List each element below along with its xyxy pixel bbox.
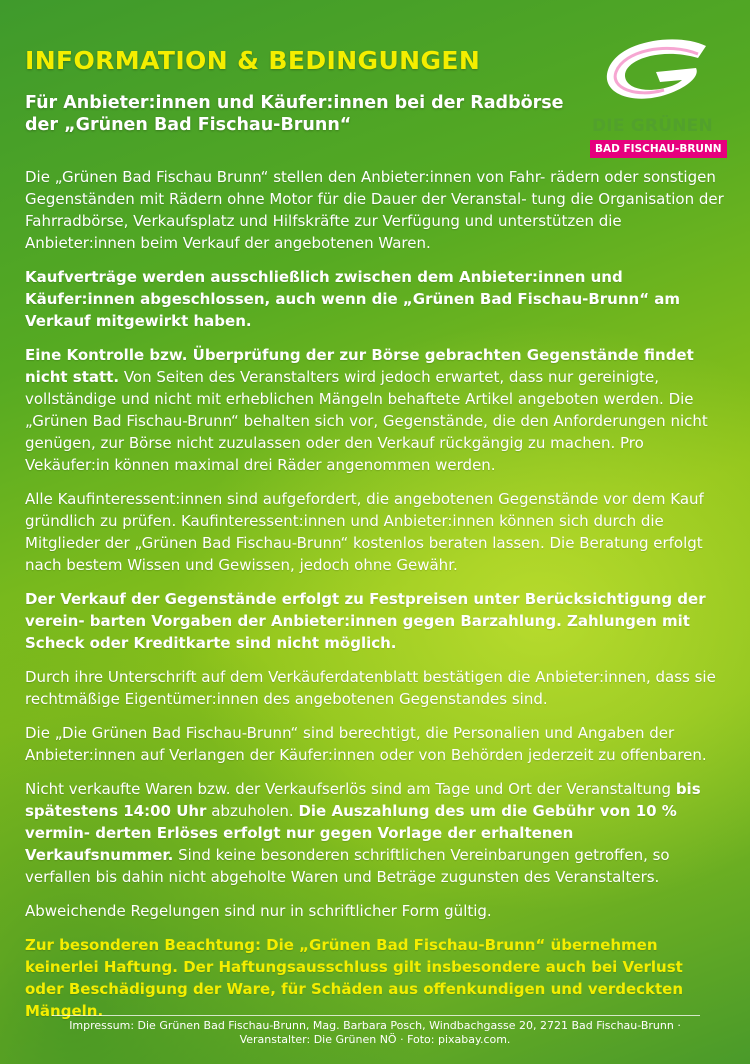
party-logo [586, 36, 728, 168]
paragraph-intro: Die „Grünen Bad Fischau Brunn“ stellen den Anbieter:innen von Fahr- rädern oder sonstigen Gegenständen mit Rädern ohne Motor für die Dauer der Veranstal- tung die Organisation der Fahrradbörse, Verkaufsplatz und Hilfskräfte zur Verfügung und unterstützen die Anbieter:innen beim Verkauf der angebotenen Waren. [25, 168, 724, 252]
pickup-text-a: Nicht verkaufte Waren bzw. der Verkaufserlös sind am Tage und Ort der Veranstaltung [25, 780, 676, 798]
paragraph-ownership: Durch ihre Unterschrift auf dem Verkäuferdatenblatt bestätigen die Anbieter:innen, dass sie rechtmäßige Eigentümer:innen des angebotenen Gegenstandes sind. [25, 668, 716, 708]
paragraph-buyers: Alle Kaufinteressent:innen sind aufgefordert, die angebotenen Gegenstände vor dem Kauf gründlich zu prüfen. Kaufinteressent:innen und Anbieter:innen können sich durch die Mitglieder der „Grünen Bad Fischau-Brunn“ kostenlos beraten lassen. Die Beratung erfolgt nach bestem Wissen und Gewissen, jedoch ohne Gewähr. [25, 490, 704, 574]
page-title: INFORMATION & BEDINGUNGEN [25, 46, 481, 75]
page-subtitle: Für Anbieter:innen und Käufer:innen bei der Radbörse der „Grünen Bad Fischau-Brunn“ [25, 93, 564, 135]
pickup-text-c: abzuholen. [206, 802, 299, 820]
footer [0, 1019, 750, 1047]
pickup-payout: Die Auszahlung des um die Gebühr von 10 % vermin- derten Erlöses erfolgt nur gegen Vorlage der erhaltenen Verkaufsnummer. [25, 802, 677, 864]
footer-organizer: Veranstalter: Die Grünen NÖ · Foto: pixabay.com. [239, 1033, 511, 1046]
paragraph-liability-notice: Zur besonderen Beachtung: Die „Grünen Bad Fischau-Brunn“ übernehmen keinerlei Haftung. Der Haftungsausschluss gilt insbesondere auch bei Verlust oder Beschädigung der Ware, für Schäden aus offenkundigen und verdeckten Mängeln. [25, 936, 684, 1020]
paragraph-disclosure: Die „Die Grünen Bad Fischau-Brunn“ sind berechtigt, die Personalien und Angaben der Anbieter:innen auf Verlangen der Käufer:innen oder von Behörden jederzeit zu offenbaren. [25, 724, 707, 764]
paragraph-contracts: Kaufverträge werden ausschließlich zwischen dem Anbieter:innen und Käufer:innen abgeschlossen, auch wenn die „Grünen Bad Fischau-Brunn“ am Verkauf mitgewirkt haben. [25, 268, 681, 330]
paragraph-written-form: Abweichende Regelungen sind nur in schriftlicher Form gültig. [25, 902, 492, 920]
paragraph-inspection-bold: Eine Kontrolle bzw. Überprüfung der zur Börse gebrachten Gegenstände findet nicht statt. [25, 346, 694, 386]
paragraph-payment: Der Verkauf der Gegenstände erfolgt zu Festpreisen unter Berücksichtigung der verein- barten Vorgaben der Anbieter:innen gegen Barzahlung. Zahlungen mit Scheck oder Kreditkarte sind nicht möglich. [25, 590, 706, 652]
logo-name: DIE GRÜNEN [592, 116, 713, 136]
footer-impressum: Impressum: Die Grünen Bad Fischau-Brunn, Mag. Barbara Posch, Windbachgasse 20, 2721 Bad Fischau-Brunn · [69, 1019, 681, 1032]
pickup-deadline: bis spätestens 14:00 Uhr [25, 780, 701, 820]
footer-divider [52, 1015, 700, 1016]
logo-mark-icon [594, 36, 726, 118]
paragraph-inspection [25, 344, 725, 476]
terms-body [25, 166, 725, 1034]
pickup-text-e: Sind keine besonderen schriftlichen Vereinbarungen getroffen, so verfallen bis dahin nicht abgeholte Waren und Beträge zugunsten des Veranstalters. [25, 846, 670, 886]
paragraph-inspection-text: Von Seiten des Veranstalters wird jedoch erwartet, dass nur gereinigte, vollständige und nicht mit erheblichen Mängeln behaftete Artikel angeboten werden. Die „Grünen Bad Fischau-Brunn“ behalten sich vor, Gegenstände, die den Anforderungen nicht genügen, zur Börse nicht zuzulassen oder den Verkauf rückgängig zu machen. Pro Vekäufer:in können maximal drei Räder angenommen werden. [25, 368, 708, 474]
paragraph-pickup [25, 778, 725, 888]
logo-place-badge: BAD FISCHAU-BRUNN [590, 140, 727, 158]
